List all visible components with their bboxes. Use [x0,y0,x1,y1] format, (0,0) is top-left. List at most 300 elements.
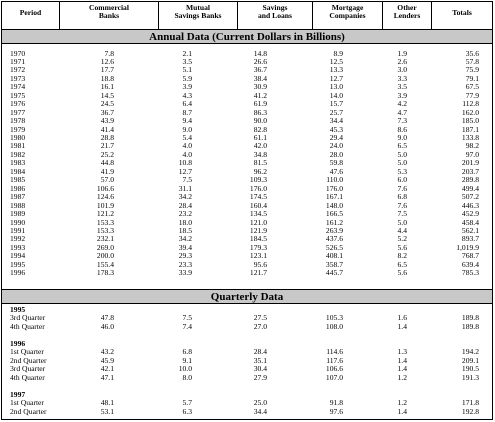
cell-period: 1978 [10,116,26,126]
cell-period: 1st Quarter [10,398,44,408]
header-divider [59,2,60,29]
cell-mortgage-companies: 148.0 [325,200,343,210]
cell-savings-and-loans: 174.5 [249,192,267,202]
cell-totals: 57.8 [465,56,479,66]
cell-period: 1973 [10,73,26,83]
cell-commercial-banks: 7.8 [104,48,114,58]
cell-commercial-banks: 232.1 [96,234,114,244]
cell-commercial-banks: 14.5 [100,90,114,100]
cell-period: 1982 [10,149,26,159]
cell-mutual-savings-banks: 6.3 [182,406,192,416]
table-row [2,235,492,243]
cell-savings-and-loans: 36.7 [253,65,267,75]
table-row [2,50,492,58]
cell-mutual-savings-banks: 9.0 [182,124,192,134]
table-row [2,244,492,252]
cell-mutual-savings-banks: 23.2 [178,209,192,219]
cell-mortgage-companies: 166.5 [325,209,343,219]
table-row [2,109,492,117]
cell-totals: 67.5 [465,82,479,92]
cell-commercial-banks: 46.0 [100,321,114,331]
table-row [2,92,492,100]
cell-mortgage-companies: 263.9 [325,225,343,235]
cell-commercial-banks: 153.3 [96,225,114,235]
cell-period: 1st Quarter [10,347,44,357]
cell-other-lenders: 1.2 [397,398,407,408]
table-row [2,151,492,159]
cell-totals: 75.9 [465,65,479,75]
cell-period: 1987 [10,192,26,202]
cell-totals: 171.8 [461,398,479,408]
cell-commercial-banks: 18.8 [100,73,114,83]
cell-commercial-banks: 178.3 [96,268,114,278]
cell-commercial-banks: 153.3 [96,217,114,227]
cell-totals: 189.8 [461,321,479,331]
cell-commercial-banks: 101.9 [96,200,114,210]
cell-period: 1971 [10,56,26,66]
cell-commercial-banks: 155.4 [96,259,114,269]
table-row [2,134,492,142]
header-mutual-savings-banks: Mutual Savings Banks [174,3,222,21]
cell-other-lenders: 6.5 [397,259,407,269]
cell-mortgage-companies: 29.4 [329,133,343,142]
quarter-year-label: 1996 [10,338,26,348]
cell-totals: 192.8 [461,406,479,416]
cell-savings-and-loans: 95.6 [253,259,267,269]
table-row [2,100,492,108]
table-row [2,159,492,167]
cell-period: 4th Quarter [10,321,45,331]
cell-totals: 507.2 [461,192,479,202]
cell-totals: 187.1 [461,124,479,134]
cell-period: 1992 [10,234,26,244]
cell-period: 1970 [10,48,26,58]
cell-totals: 785.3 [461,268,479,278]
table-row [2,193,492,201]
cell-commercial-banks: 16.1 [100,82,114,92]
cell-mutual-savings-banks: 7.5 [182,313,192,323]
cell-period: 1980 [10,133,26,142]
cell-mortgage-companies: 8.9 [333,48,343,58]
quarter-year-label: 1995 [10,305,26,314]
cell-period: 2nd Quarter [10,406,47,416]
cell-mortgage-companies: 167.1 [325,192,343,202]
header-savings-and-loans: Savings and Loans [258,3,292,21]
cell-other-lenders: 6.8 [397,192,407,202]
cell-savings-and-loans: 61.9 [253,99,267,109]
cell-mutual-savings-banks: 31.1 [178,183,192,193]
cell-commercial-banks: 12.6 [100,56,114,66]
table-row [2,314,492,322]
cell-other-lenders: 1.4 [397,364,407,374]
cell-totals: 35.6 [465,48,479,58]
cell-mortgage-companies: 24.0 [329,141,343,151]
cell-totals: 209.1 [461,355,479,365]
cell-mutual-savings-banks: 3.5 [182,56,192,66]
cell-other-lenders: 1.4 [397,321,407,331]
cell-period: 3rd Quarter [10,313,46,323]
header-divider [382,2,383,29]
cell-other-lenders: 9.0 [397,133,407,142]
header-divider [312,2,313,29]
cell-totals: 203.7 [461,166,479,176]
cell-mortgage-companies: 12.5 [329,56,343,66]
cell-savings-and-loans: 81.5 [253,158,267,168]
cell-other-lenders: 4.2 [397,99,407,109]
cell-commercial-banks: 28.8 [100,133,114,142]
cell-totals: 185.0 [461,116,479,126]
cell-totals: 768.7 [461,251,479,261]
cell-totals: 446.3 [461,200,479,210]
cell-other-lenders: 8.2 [397,251,407,261]
cell-mortgage-companies: 14.0 [329,90,343,100]
cell-savings-and-loans: 184.5 [249,234,267,244]
cell-mortgage-companies: 408.1 [325,251,343,261]
cell-period: 1983 [10,158,26,168]
cell-mutual-savings-banks: 29.3 [178,251,192,261]
header-divider [237,2,238,29]
cell-mortgage-companies: 47.6 [329,166,343,176]
table-row [2,252,492,260]
cell-totals: 97.0 [465,149,479,159]
cell-totals: 893.7 [461,234,479,244]
cell-mortgage-companies: 526.5 [325,242,343,252]
cell-mortgage-companies: 13.3 [329,65,343,75]
cell-mutual-savings-banks: 9.1 [182,355,192,365]
cell-commercial-banks: 36.7 [100,107,114,117]
table-row [2,66,492,74]
cell-mutual-savings-banks: 34.2 [178,192,192,202]
cell-totals: 189.8 [461,313,479,323]
cell-savings-and-loans: 121.7 [249,268,267,278]
cell-mortgage-companies: 117.6 [326,355,343,365]
table-row [2,219,492,227]
cell-mutual-savings-banks: 4.0 [182,141,192,151]
header-divider [431,2,432,29]
cell-mutual-savings-banks: 5.7 [182,398,192,408]
cell-other-lenders: 5.6 [397,268,407,278]
cell-other-lenders: 5.0 [397,158,407,168]
cell-other-lenders: 5.0 [397,217,407,227]
cell-mutual-savings-banks: 9.4 [182,116,192,126]
cell-mutual-savings-banks: 3.9 [182,82,192,92]
cell-mutual-savings-banks: 6.4 [182,99,192,109]
cell-mortgage-companies: 13.0 [329,82,343,92]
cell-other-lenders: 8.6 [397,124,407,134]
table-row [2,58,492,66]
cell-mutual-savings-banks: 5.9 [182,73,192,83]
cell-savings-and-loans: 30.4 [253,364,267,374]
cell-mortgage-companies: 25.7 [329,107,343,117]
cell-other-lenders: 7.6 [397,200,407,210]
cell-period: 1993 [10,242,26,252]
cell-savings-and-loans: 25.0 [253,398,267,408]
cell-mutual-savings-banks: 10.8 [178,158,192,168]
cell-other-lenders: 4.7 [397,107,407,117]
cell-mutual-savings-banks: 23.3 [178,259,192,269]
cell-savings-and-loans: 179.3 [249,242,267,252]
cell-period: 4th Quarter [10,372,45,382]
header-other-lenders: Other Lenders [393,3,421,21]
header-mortgage-companies: Mortgage Companies [329,3,366,21]
cell-mortgage-companies: 105.3 [325,313,343,323]
cell-period: 1972 [10,65,26,75]
cell-other-lenders: 1.4 [397,355,407,365]
cell-totals: 162.0 [461,107,479,117]
cell-savings-and-loans: 38.4 [253,73,267,83]
table-row [2,269,492,277]
cell-period: 3rd Quarter [10,364,46,374]
cell-savings-and-loans: 34.8 [253,149,267,159]
annual-data-band [2,29,492,44]
cell-mortgage-companies: 110.0 [326,175,343,185]
quarterly-data-band [2,289,492,304]
cell-period: 1975 [10,90,26,100]
cell-totals: 194.2 [461,347,479,357]
cell-other-lenders: 1.6 [397,313,407,323]
table-row [2,261,492,269]
table-row [2,176,492,184]
cell-mortgage-companies: 108.0 [325,321,343,331]
cell-savings-and-loans: 35.1 [253,355,267,365]
cell-other-lenders: 7.5 [397,209,407,219]
cell-mortgage-companies: 91.8 [329,398,343,408]
cell-savings-and-loans: 30.9 [253,82,267,92]
cell-other-lenders: 6.5 [397,141,407,151]
cell-other-lenders: 3.3 [397,73,407,83]
cell-other-lenders: 1.3 [397,347,407,357]
cell-commercial-banks: 41.4 [100,124,114,134]
cell-other-lenders: 7.6 [397,183,407,193]
cell-mortgage-companies: 45.3 [329,124,343,134]
cell-period: 1988 [10,200,26,210]
cell-commercial-banks: 17.7 [100,65,114,75]
cell-totals: 112.8 [462,99,479,109]
cell-other-lenders: 6.0 [397,175,407,185]
header-period: Period [19,8,42,17]
cell-savings-and-loans: 160.4 [249,200,267,210]
cell-period: 1991 [10,225,26,235]
cell-mortgage-companies: 106.6 [325,364,343,374]
cell-other-lenders: 1.4 [397,406,407,416]
cell-mortgage-companies: 12.7 [329,73,343,83]
cell-period: 1985 [10,175,26,185]
cell-mutual-savings-banks: 5.1 [182,65,192,75]
quarter-year-label: 1997 [10,389,26,399]
cell-commercial-banks: 24.5 [100,99,114,109]
cell-mutual-savings-banks: 4.3 [182,90,192,100]
header-divider [158,2,159,29]
cell-mortgage-companies: 358.7 [325,259,343,269]
cell-savings-and-loans: 34.4 [253,406,267,416]
cell-mutual-savings-banks: 2.1 [182,48,192,58]
cell-other-lenders: 1.9 [397,48,407,58]
cell-savings-and-loans: 27.5 [253,313,267,323]
cell-other-lenders: 3.9 [397,90,407,100]
cell-period: 1974 [10,82,26,92]
table-row [2,227,492,235]
cell-commercial-banks: 47.8 [100,313,114,323]
cell-mutual-savings-banks: 33.9 [178,268,192,278]
cell-mortgage-companies: 59.8 [329,158,343,168]
cell-savings-and-loans: 121.9 [249,225,267,235]
cell-savings-and-loans: 14.8 [253,48,267,58]
cell-mortgage-companies: 28.0 [329,149,343,159]
cell-commercial-banks: 42.1 [100,364,114,374]
table-row [2,210,492,218]
cell-other-lenders: 3.5 [397,82,407,92]
cell-mutual-savings-banks: 39.4 [178,242,192,252]
cell-other-lenders: 7.3 [397,116,407,126]
cell-totals: 1,019.9 [456,242,479,252]
table-row [2,185,492,193]
table-row [2,202,492,210]
cell-mutual-savings-banks: 5.4 [182,133,192,142]
header-totals: Totals [452,8,472,17]
cell-commercial-banks: 43.9 [100,116,114,126]
cell-mutual-savings-banks: 4.0 [182,149,192,159]
cell-mortgage-companies: 15.7 [329,99,343,109]
cell-commercial-banks: 57.0 [100,175,114,185]
cell-period: 1986 [10,183,26,193]
cell-period: 1979 [10,124,26,134]
cell-totals: 190.5 [461,364,479,374]
cell-period: 1976 [10,99,26,109]
cell-mortgage-companies: 114.6 [326,347,343,357]
table-row [2,117,492,125]
cell-other-lenders: 5.6 [397,242,407,252]
cell-period: 1995 [10,259,26,269]
cell-mutual-savings-banks: 28.4 [178,200,192,210]
cell-period: 1990 [10,217,26,227]
cell-mutual-savings-banks: 6.8 [182,347,192,357]
table-row [2,75,492,83]
cell-mutual-savings-banks: 8.7 [182,107,192,117]
cell-totals: 191.3 [461,372,479,382]
cell-savings-and-loans: 121.0 [249,217,267,227]
cell-commercial-banks: 45.9 [100,355,114,365]
cell-mutual-savings-banks: 7.5 [182,175,192,185]
cell-totals: 458.4 [461,217,479,227]
table-row [2,323,492,331]
cell-other-lenders: 4.4 [397,225,407,235]
cell-commercial-banks: 44.8 [100,158,114,168]
table-row [2,168,492,176]
cell-totals: 639.4 [461,259,479,269]
cell-savings-and-loans: 90.0 [253,116,267,126]
cell-commercial-banks: 41.9 [100,166,114,176]
table-row [2,357,492,365]
cell-mortgage-companies: 445.7 [325,268,343,278]
cell-savings-and-loans: 41.2 [253,90,267,100]
cell-period: 1981 [10,141,26,151]
cell-period: 2nd Quarter [10,355,47,365]
cell-period: 1984 [10,166,26,176]
cell-commercial-banks: 269.0 [96,242,114,252]
cell-savings-and-loans: 86.3 [253,107,267,117]
cell-mutual-savings-banks: 18.5 [178,225,192,235]
cell-savings-and-loans: 61.1 [253,133,267,142]
cell-mutual-savings-banks: 10.0 [178,364,192,374]
annual-data-title: Annual Data (Current Dollars in Billions) [149,31,345,43]
cell-period: 1994 [10,251,26,261]
table-header-row [2,2,492,30]
cell-period: 1996 [10,268,26,278]
cell-commercial-banks: 21.7 [100,141,114,151]
cell-mutual-savings-banks: 18.0 [178,217,192,227]
cell-other-lenders: 5.2 [397,234,407,244]
cell-mortgage-companies: 107.0 [325,372,343,382]
cell-period: 1989 [10,209,26,219]
table-row [2,126,492,134]
table-row [2,348,492,356]
cell-savings-and-loans: 27.0 [253,321,267,331]
cell-commercial-banks: 106.6 [96,183,114,193]
cell-savings-and-loans: 42.0 [253,141,267,151]
cell-period: 1977 [10,107,26,117]
table-row [2,399,492,407]
cell-totals: 98.2 [465,141,479,151]
cell-commercial-banks: 43.2 [100,347,114,357]
cell-commercial-banks: 53.1 [100,406,114,416]
table-row [2,365,492,373]
cell-commercial-banks: 200.0 [96,251,114,261]
cell-other-lenders: 5.0 [397,149,407,159]
cell-totals: 562.1 [461,225,479,235]
cell-mortgage-companies: 161.2 [325,217,343,227]
cell-totals: 79.1 [465,73,479,83]
cell-mutual-savings-banks: 12.7 [178,166,192,176]
cell-savings-and-loans: 123.1 [249,251,267,261]
table-row [2,83,492,91]
cell-other-lenders: 1.2 [397,372,407,382]
cell-other-lenders: 3.0 [397,65,407,75]
cell-mutual-savings-banks: 34.2 [178,234,192,244]
mortgage-originations-table [1,1,493,420]
cell-commercial-banks: 25.2 [100,149,114,159]
table-row [2,374,492,382]
quarterly-data-title: Quarterly Data [210,291,284,303]
cell-savings-and-loans: 82.8 [253,124,267,134]
cell-savings-and-loans: 96.2 [253,166,267,176]
cell-totals: 77.9 [465,90,479,100]
cell-mortgage-companies: 437.6 [325,234,343,244]
cell-other-lenders: 2.6 [397,56,407,66]
cell-savings-and-loans: 27.9 [253,372,267,382]
cell-savings-and-loans: 26.6 [253,56,267,66]
cell-savings-and-loans: 28.4 [253,347,267,357]
table-row [2,408,492,416]
cell-totals: 452.9 [461,209,479,219]
cell-mutual-savings-banks: 7.4 [182,321,192,331]
cell-mortgage-companies: 97.6 [329,406,343,416]
cell-savings-and-loans: 176.0 [249,183,267,193]
cell-commercial-banks: 121.2 [96,209,114,219]
cell-commercial-banks: 124.6 [96,192,114,202]
cell-totals: 133.8 [461,133,479,142]
cell-totals: 289.8 [461,175,479,185]
cell-commercial-banks: 47.1 [100,372,114,382]
cell-mortgage-companies: 176.0 [325,183,343,193]
header-commercial-banks: Commercial Banks [89,3,129,21]
cell-savings-and-loans: 109.3 [249,175,267,185]
cell-totals: 499.4 [461,183,479,193]
cell-mortgage-companies: 34.4 [329,116,343,126]
table-row [2,142,492,150]
cell-other-lenders: 5.3 [397,166,407,176]
cell-savings-and-loans: 134.5 [249,209,267,219]
cell-totals: 201.9 [461,158,479,168]
